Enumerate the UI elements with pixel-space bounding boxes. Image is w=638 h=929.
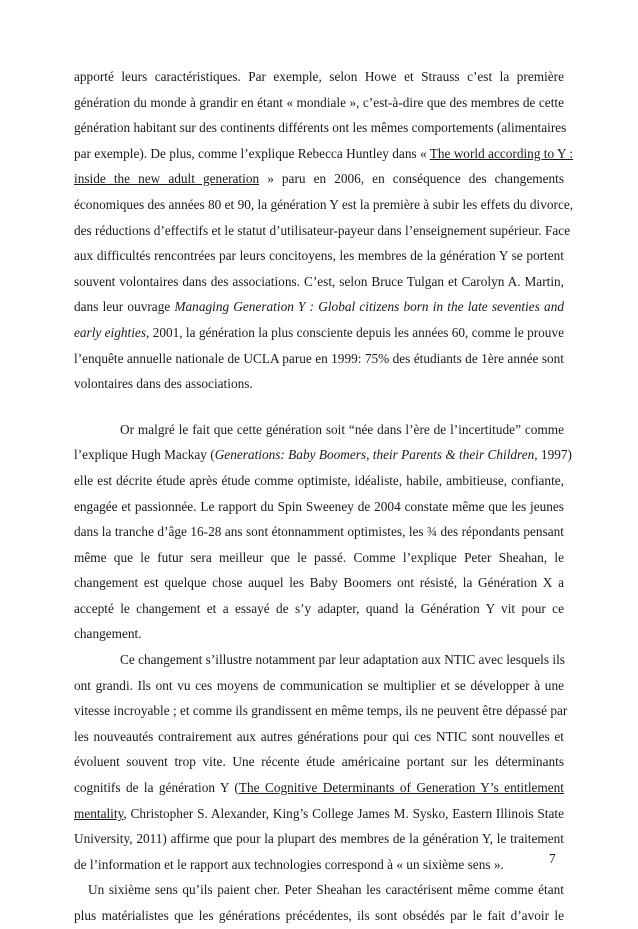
text-line [74, 294, 564, 320]
text-line: engagée et passionnée. Le rapport du Spin Sweeney de 2004 constate même que les jeunes [74, 498, 564, 514]
text-line: de l’information et le rapport aux technologies correspond à « un sixième sens ». [74, 856, 504, 872]
text-line: aux difficultés rencontrées par leurs concitoyens, les membres de la génération Y se portent [74, 248, 564, 264]
text-line [74, 775, 564, 801]
page-number: 7 [549, 851, 556, 866]
book-title: Managing Generation Y : Global citizens born in the late seventies and [174, 299, 564, 315]
text-line: Un sixième sens qu’ils paient cher. Peter Sheahan les caractérisent même comme étant [88, 882, 564, 898]
text-line [74, 166, 564, 192]
text-run: dans leur ouvrage [74, 299, 175, 315]
text-line: économiques des années 80 et 90, la génération Y est la première à subir les effets du divorce, [74, 196, 574, 212]
text-run: » paru en 2006, en conséquence des changements [259, 171, 564, 187]
text-line: Or malgré le fait que cette génération soit “née dans l’ère de l’incertitude” comme [120, 421, 564, 437]
text-run: l’explique Hugh Mackay ( [74, 447, 215, 463]
text-line [74, 801, 564, 827]
text-line: des réductions d’effectifs et le statut d’utilisateur-payeur dans l’enseignement supérieur. Face [74, 222, 571, 238]
text-line [74, 141, 574, 167]
document-body [74, 64, 574, 929]
text-line: plus matérialistes que les générations précédentes, ils sont obsédés par le fait d’avoir le [74, 908, 564, 923]
paragraph-4 [74, 877, 564, 928]
text-run: , 2001, la génération la plus consciente depuis les années 60, comme le prouve [146, 324, 565, 340]
text-line: changement est quelque chose auquel les Baby Boomers ont résisté, la Génération X a [74, 575, 564, 591]
text-line: génération habitant sur des continents différents ont les mêmes comportements (alimentaires [74, 120, 567, 136]
text-line [74, 320, 564, 346]
text-line: génération du monde à grandir en étant « mondiale », c’est-à-dire que des membres de cette [74, 94, 564, 110]
text-run: par exemple). De plus, comme l’explique Rebecca Huntley dans « [74, 145, 430, 161]
book-title: Generations: Baby Boomers, their Parents & their Children [214, 447, 535, 463]
text-line: apporté leurs caractéristiques. Par exemple, selon Howe et Strauss c’est la première [74, 69, 564, 84]
text-line: University, 2011) affirme que pour la plupart des membres de la génération Y, le traitement [74, 831, 564, 847]
study-title-link: The Cognitive Determinants of Generation Y’s entitlement [238, 780, 564, 796]
book-title-link: The world according to Y : [429, 145, 574, 161]
text-line: les nouveautés contrairement aux autres générations pour qui ces NTIC sont nouvelles et [74, 728, 564, 744]
text-line [74, 442, 572, 468]
text-line: même que le futur sera meilleur que le passé. Comme l’explique Peter Sheahan, le [74, 549, 564, 565]
text-line: dans la tranche d’âge 16-28 ans sont étonnamment optimistes, les ¾ des répondants pensant [74, 524, 564, 540]
study-title-link: mentality [74, 805, 124, 821]
book-title-link: inside the new adult generation [74, 171, 260, 187]
text-line: ont grandi. Ils ont vu ces moyens de communication se multiplier et se développer à une [74, 677, 564, 693]
text-line: évoluent souvent trop vite. Une récente étude américaine portant sur les déterminants [74, 754, 564, 770]
text-line: Ce changement s’illustre notamment par leur adaptation aux NTIC avec lesquels ils [120, 652, 565, 668]
text-line: changement. [74, 626, 142, 642]
text-run: , Christopher S. Alexander, King’s College James M. Sysko, Eastern Illinois State [123, 805, 564, 821]
text-line: l’enquête annuelle nationale de UCLA parue en 1999: 75% des étudiants de 1ère année sont [74, 350, 564, 366]
text-line: volontaires dans des associations. [74, 376, 253, 392]
text-line: vitesse incroyable ; et comme ils grandissent en même temps, ils ne peuvent être dépassé par [74, 703, 568, 719]
paragraph-2 [74, 417, 572, 647]
text-run: , 1997) [534, 447, 572, 463]
text-run: cognitifs de la génération Y ( [74, 780, 239, 796]
paragraph-gap [74, 397, 564, 417]
paragraph-3 [74, 647, 568, 877]
text-line: souvent volontaires dans des associations. C’est, selon Bruce Tulgan et Carolyn A. Martin, [74, 273, 564, 289]
book-title: early eighties [74, 324, 147, 340]
text-line: elle est décrite étude après étude comme optimiste, idéaliste, habile, ambitieuse, confiante, [74, 472, 564, 488]
text-line: accepté le changement et a essayé de s’y adapter, quand la Génération Y vit pour ce [74, 600, 564, 616]
paragraph-1 [74, 64, 574, 397]
